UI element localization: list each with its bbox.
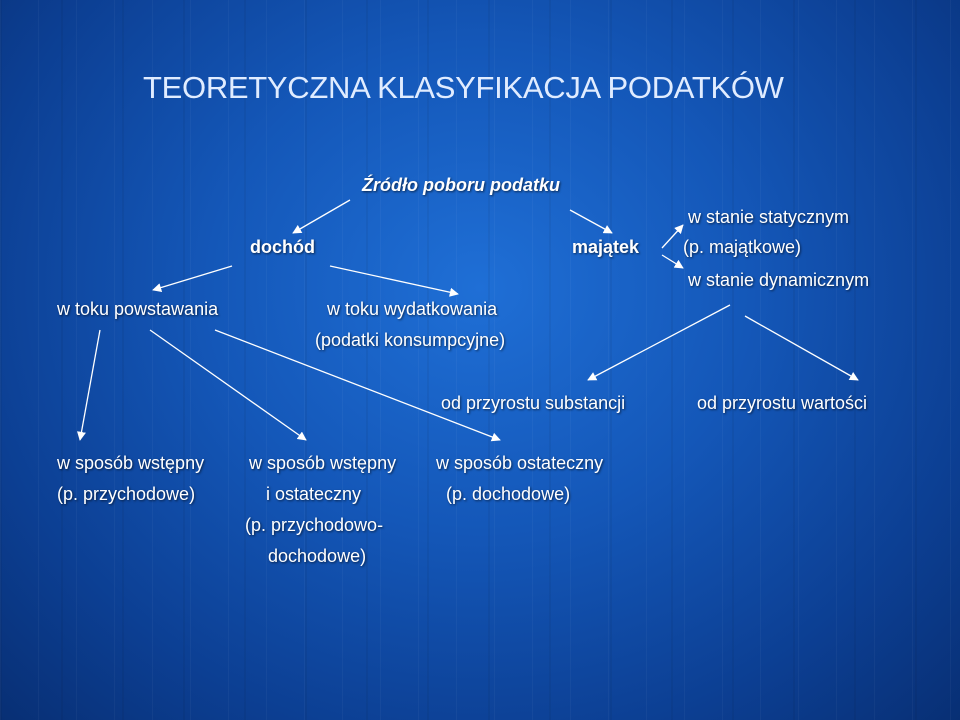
revenue-taxes-label: (p. przychodowe): [57, 484, 196, 504]
final-node: w sposób ostateczny: [436, 453, 604, 473]
arrow-dynamic-to-substance: [588, 305, 730, 380]
arrow-root-to-property: [570, 210, 612, 233]
mixed-taxes-label-line2: dochodowe): [268, 546, 367, 566]
arrow-income-to-generated: [153, 266, 232, 290]
consumption-taxes-label: (podatki konsumpcyjne): [315, 330, 506, 350]
arrow-generated-to-prelim: [80, 330, 100, 440]
property-taxes-label: (p. majątkowe): [683, 237, 802, 257]
value-growth-node: od przyrostu wartości: [697, 393, 868, 413]
mixed-taxes-label-line1: (p. przychodowo-: [245, 515, 384, 535]
arrow-generated-to-mixed: [150, 330, 306, 440]
static-state-node: w stanie statycznym: [688, 207, 850, 227]
root-node: Źródło poboru podatku: [362, 175, 560, 195]
income-taxes-label: (p. dochodowe): [446, 484, 571, 504]
arrow-income-to-spent: [330, 266, 458, 294]
arrow-dynamic-to-value: [745, 316, 858, 380]
mixed-node-line2: i ostateczny: [266, 484, 362, 504]
preliminary-node: w sposób wstępny: [57, 453, 205, 473]
arrow-root-to-income: [293, 200, 350, 233]
mixed-node: w sposób wstępny: [249, 453, 397, 473]
property-node: majątek: [572, 237, 640, 257]
when-generated-node: w toku powstawania: [57, 299, 219, 319]
page-title: TEORETYCZNA KLASYFIKACJA PODATKÓW: [143, 70, 784, 105]
substance-growth-node: od przyrostu substancji: [441, 393, 626, 413]
arrow-property-to-dynamic: [662, 255, 683, 268]
income-node: dochód: [250, 237, 315, 257]
when-spent-node: w toku wydatkowania: [327, 299, 498, 319]
arrow-property-to-static: [662, 225, 683, 248]
dynamic-state-node: w stanie dynamicznym: [688, 270, 870, 290]
